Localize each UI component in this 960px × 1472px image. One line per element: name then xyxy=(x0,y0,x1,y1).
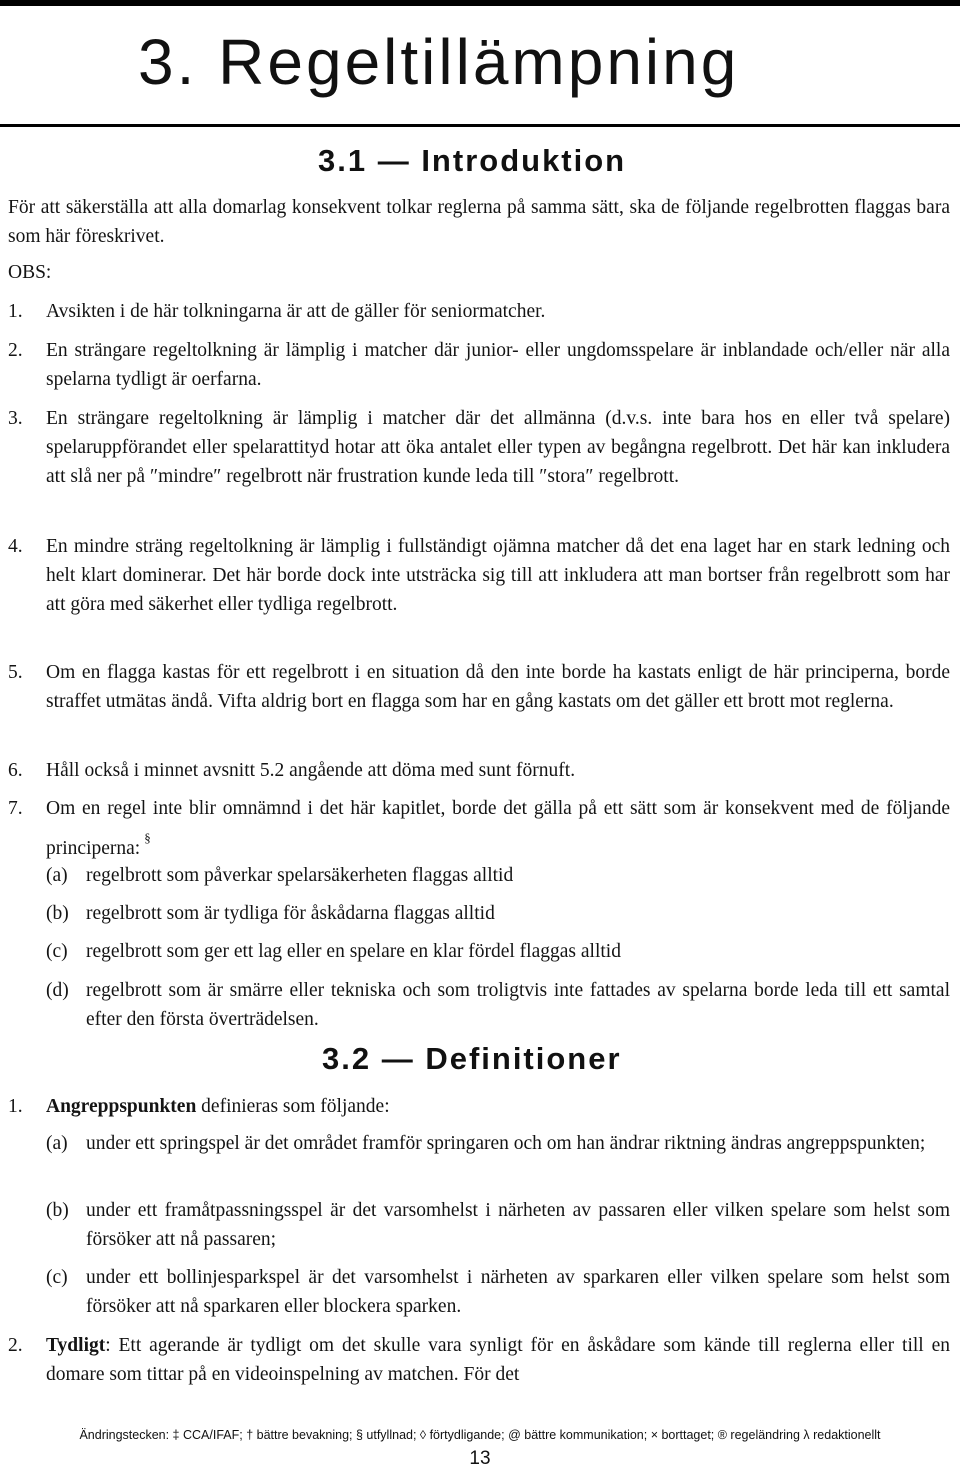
intro-paragraph: För att säkerställa att alla domarlag konsekvent tolkar reglerna på samma sätt, ska de följande regelbrotten flaggas bara som här föreskrivet. xyxy=(8,197,950,247)
sub-list-item xyxy=(46,937,950,966)
list-item-number: 5. xyxy=(8,662,23,683)
definition-term: Angreppspunkten xyxy=(46,1096,197,1117)
definition-term: Tydligt xyxy=(46,1335,106,1356)
sub-list-item-text: regelbrott som påverkar spelarsäkerheten flaggas alltid xyxy=(86,865,514,886)
sub-list-item-text: regelbrott som ger ett lag eller en spelare en klar fördel flaggas alltid xyxy=(86,941,621,962)
sub-list-item-text: under ett framåtpassningsspel är det varsomhelst i närheten av passaren eller vilken spelare som helst som försöker att nå passaren; xyxy=(86,1200,950,1250)
definition-text xyxy=(46,1331,950,1389)
list-item-text: En strängare regeltolkning är lämplig i matcher där det allmänna (d.v.s. inte bara hos en eller två spelare) spelaruppförandet eller spelarattityd hotar att öka antalet eller typen av begångna regelbrott. Det här kan inkludera att slå ner på ″mindre″ regelbrott när frustration kunde leda till ″stora″ regelbrott. xyxy=(46,408,950,487)
sub-list-item xyxy=(46,1129,950,1158)
sub-list-item xyxy=(46,1263,950,1321)
sub-list-item-letter: (b) xyxy=(46,1200,69,1221)
chapter-title: 3. Regeltillämpning xyxy=(138,26,740,98)
list-item-text: En mindre sträng regeltolkning är lämplig i fullständigt ojämna matcher då det ena laget har en stark ledning och helt klart dominerar. Det här borde dock inte utsträcka sig till att inkludera att man bortser från regelbrott som har att göra med säkerhet eller tydliga regelbrott. xyxy=(46,536,950,615)
section-heading-definitions: 3.2 — Definitioner xyxy=(322,1041,622,1076)
sub-list-item-letter: (b) xyxy=(46,903,69,924)
sub-list-item-letter: (c) xyxy=(46,1267,68,1288)
sub-list-item xyxy=(46,899,950,928)
definition-text xyxy=(46,1092,950,1121)
list-item-number: 1. xyxy=(8,301,23,322)
chapter-rule xyxy=(0,124,960,127)
list-item-number: 4. xyxy=(8,536,23,557)
definition-number: 2. xyxy=(8,1335,23,1356)
top-rule xyxy=(0,0,960,6)
list-item xyxy=(8,297,950,326)
list-item xyxy=(8,336,950,394)
list-item-text: Avsikten i de här tolkningarna är att de gäller för seniormatcher. xyxy=(46,301,546,322)
list-item-number: 7. xyxy=(8,798,23,819)
list-item xyxy=(8,658,950,716)
sub-list-item xyxy=(46,861,950,890)
definition-number: 1. xyxy=(8,1096,23,1117)
obs-label: OBS: xyxy=(8,262,52,283)
list-item xyxy=(8,532,950,619)
definition-item xyxy=(8,1092,950,1121)
sub-list-item-text: under ett bollinjesparkspel är det varsomhelst i närheten av sparkaren eller vilken spelare som helst som försöker att nå sparkaren eller blockera sparken. xyxy=(86,1267,950,1317)
sub-list-item-letter: (a) xyxy=(46,1133,68,1154)
sub-list-item-letter: (c) xyxy=(46,941,68,962)
sub-list-item xyxy=(46,976,950,1034)
sub-list-item xyxy=(46,1196,950,1254)
sub-list-item-text: under ett springspel är det området framför springaren och om han ändrar riktning ändras angreppspunkten; xyxy=(86,1133,926,1154)
list-item xyxy=(8,794,950,863)
sub-list-item-letter: (a) xyxy=(46,865,68,886)
list-item-number: 3. xyxy=(8,408,23,429)
definition-item xyxy=(8,1331,950,1389)
list-item-number: 6. xyxy=(8,760,23,781)
sub-list-item-text: regelbrott som är smärre eller tekniska och som troligtvis inte fattades av spelarna borde leda till ett samtal efter den första överträdelsen. xyxy=(86,980,950,1030)
list-item xyxy=(8,404,950,491)
page-number: 13 xyxy=(469,1448,491,1469)
list-item xyxy=(8,756,950,785)
sub-list-item-letter: (d) xyxy=(46,980,69,1001)
sub-list-item-text: regelbrott som är tydliga för åskådarna flaggas alltid xyxy=(86,903,495,924)
list-item-text: Håll också i minnet avsnitt 5.2 angående att döma med sunt förnuft. xyxy=(46,760,576,781)
list-item-text-body: Om en regel inte blir omnämnd i det här kapitlet, borde det gälla på ett sätt som är konsekvent med de följande principerna: xyxy=(46,798,950,859)
list-item-text xyxy=(46,794,950,863)
section-heading-introduction: 3.1 — Introduktion xyxy=(318,143,627,178)
footer-legend: Ändringstecken: ‡ CCA/IFAF; † bättre bevakning; § utfyllnad; ◊ förtydligande; @ bättre kommunikation; × borttaget; ® regeländring λ redaktionellt xyxy=(79,1428,881,1442)
footnote-mark: § xyxy=(144,830,151,845)
definition-body: : Ett agerande är tydligt om det skulle vara synligt för en åskådare som kände till reglerna eller till en domare som tittar på en videoinspelning av matchen. För det xyxy=(46,1335,950,1385)
definition-body: definieras som följande: xyxy=(196,1096,390,1117)
list-item-text: Om en flagga kastas för ett regelbrott i en situation då den inte borde ha kastats enligt de här principerna, borde straffet utmätas ändå. Vifta aldrig bort en flagga som har en gång kastats om det gäller ett brott mot reglerna. xyxy=(46,662,950,712)
list-item-number: 2. xyxy=(8,340,23,361)
list-item-text: En strängare regeltolkning är lämplig i matcher där junior- eller ungdomsspelare är inblandade och/eller när alla spelarna tydligt är oerfarna. xyxy=(46,340,950,390)
